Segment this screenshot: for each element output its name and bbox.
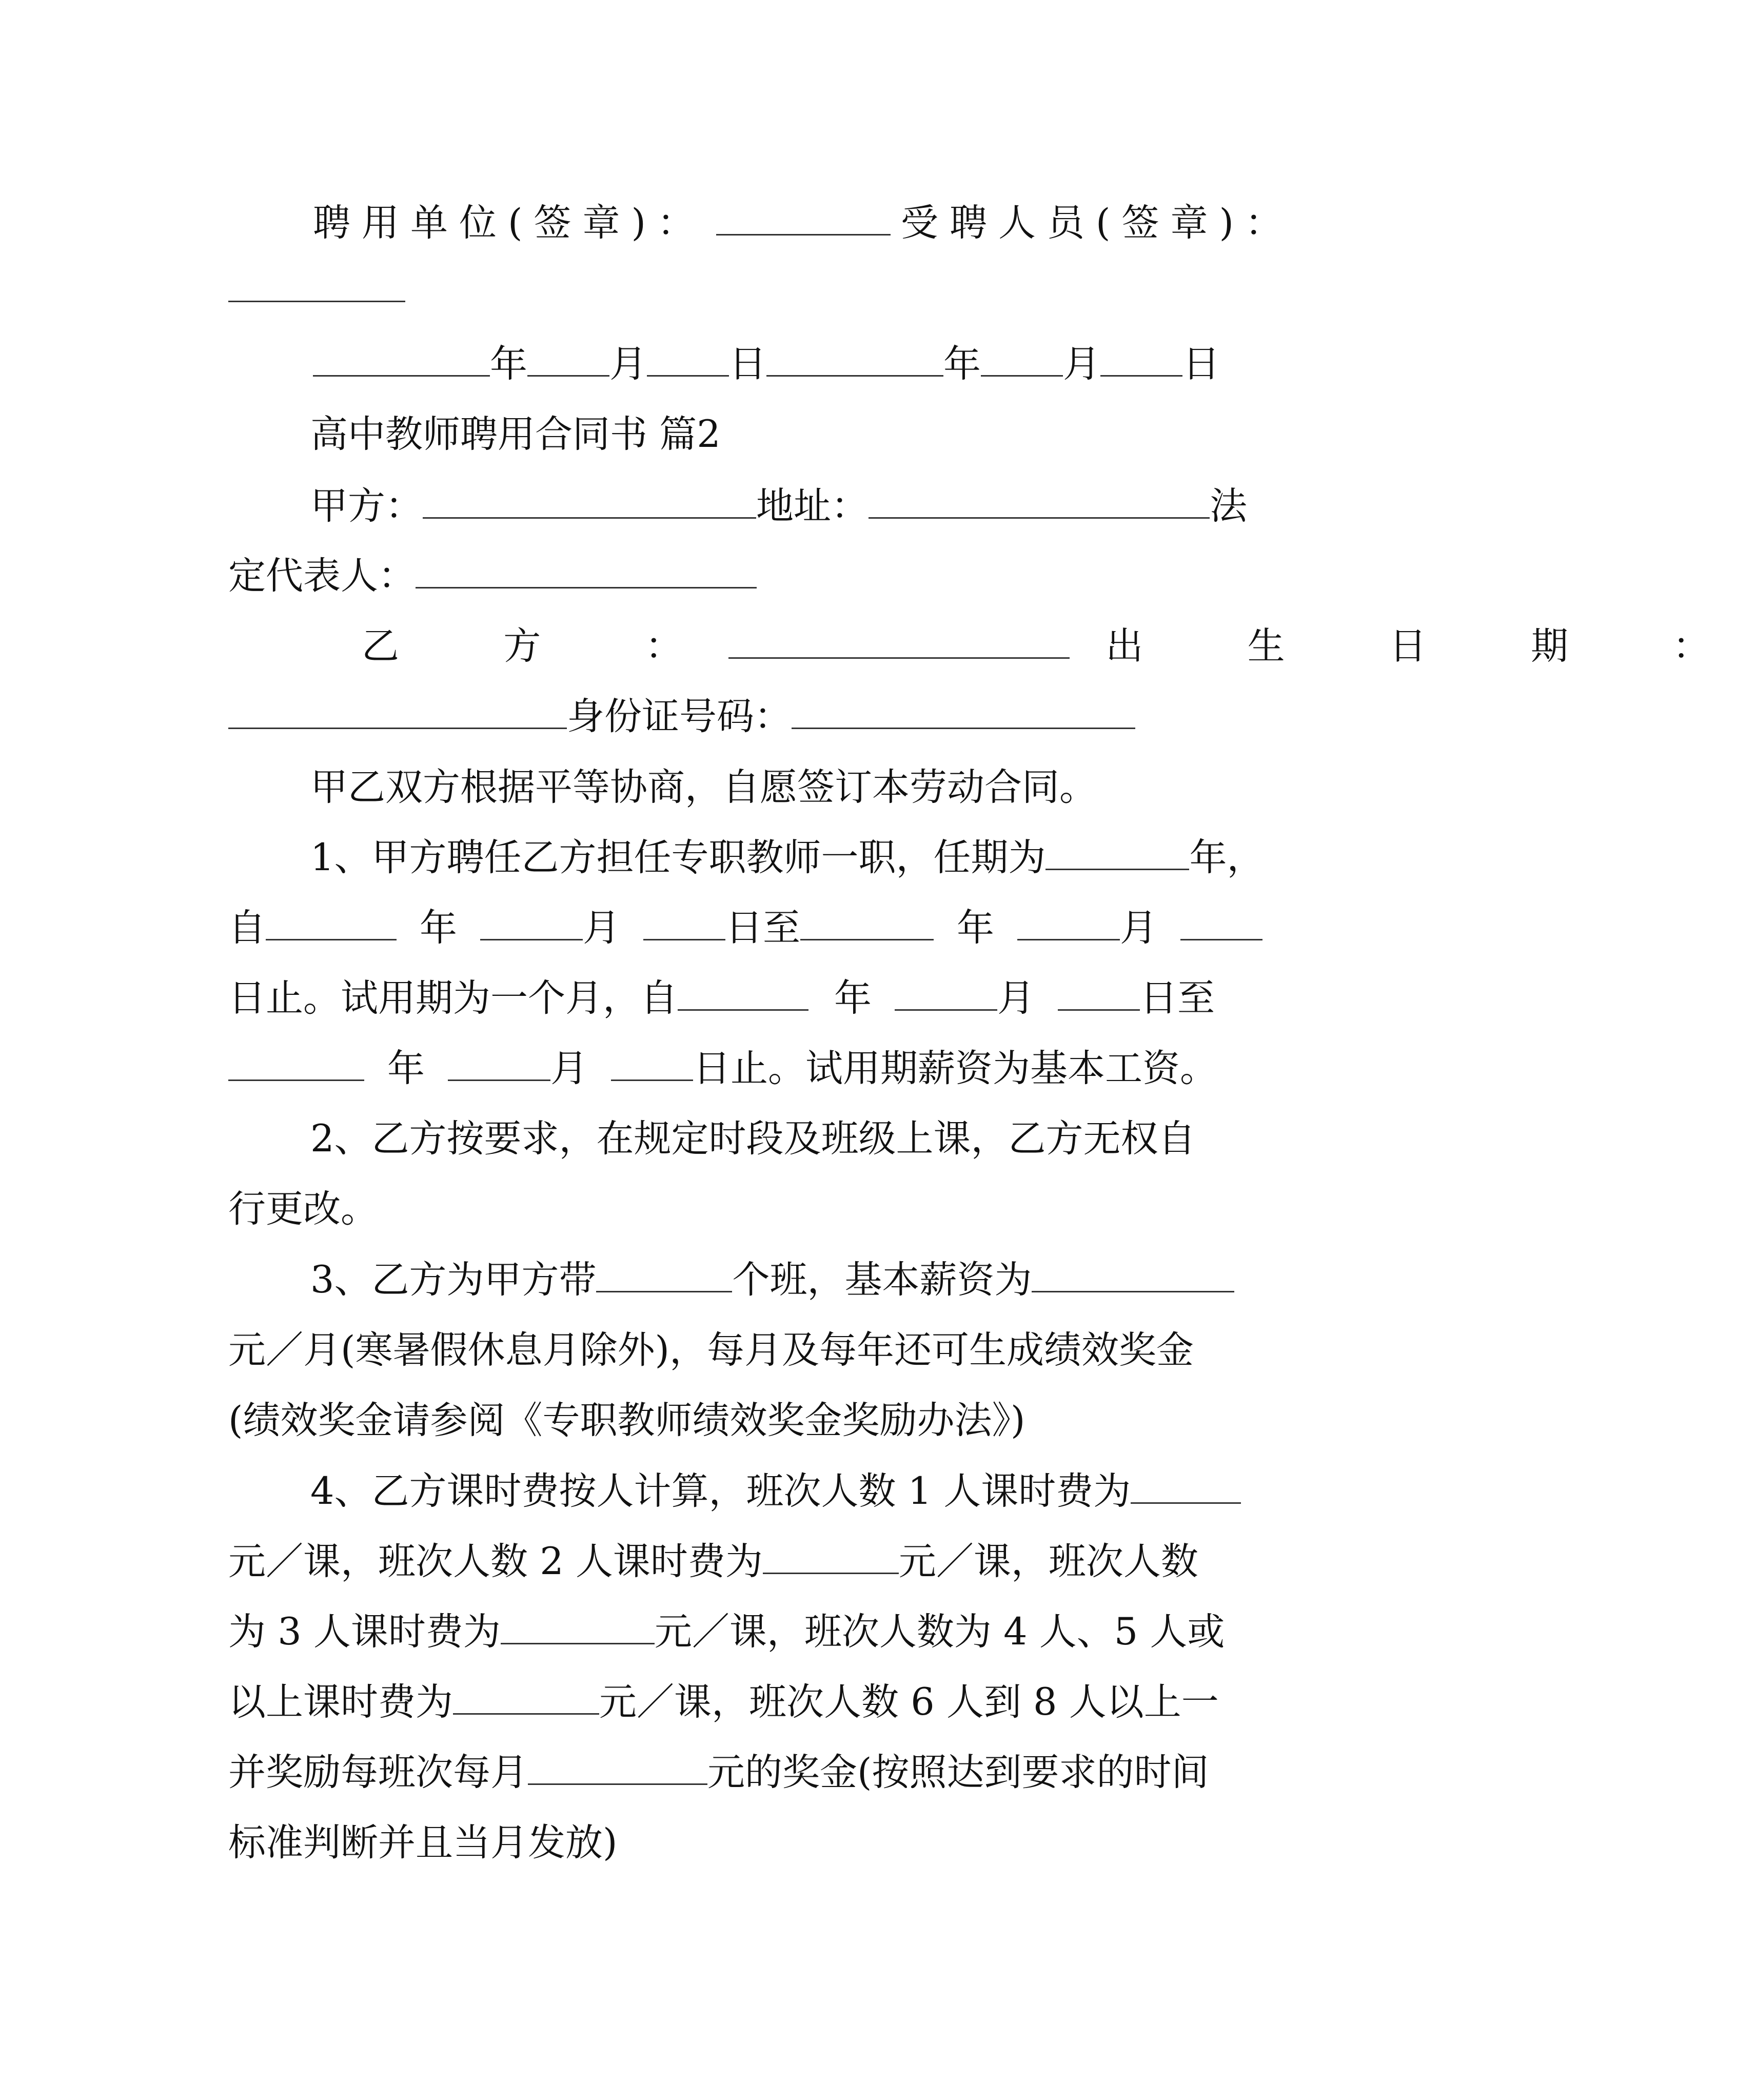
- fee-4-5-person-blank[interactable]: [453, 1680, 599, 1715]
- clause-4-text: 为 3 人课时费为: [228, 1610, 501, 1654]
- trial-end-year-blank[interactable]: [228, 1047, 364, 1081]
- start-month-blank[interactable]: [480, 906, 583, 940]
- clause-4-line-1: [310, 1463, 1347, 1520]
- section-title: 高中教师聘用合同书 篇2: [310, 413, 721, 456]
- clause-4-text: 4、乙方课时费按人计算，班次人数 1 人课时费为: [310, 1469, 1131, 1513]
- date-month-blank-1[interactable]: [527, 342, 609, 377]
- term-years-blank[interactable]: [1045, 836, 1189, 870]
- trial-start-month-blank[interactable]: [895, 976, 997, 1011]
- id-row: [228, 689, 1265, 745]
- clause-4-line-2: [228, 1534, 1265, 1590]
- address-label: 地址：: [756, 484, 869, 528]
- date-year-blank-2[interactable]: [766, 342, 943, 377]
- start-day-blank[interactable]: [643, 906, 725, 940]
- clause-4-text: 元／课，班次人数 6 人到 8 人以上一: [599, 1680, 1219, 1724]
- clause-3-line-3: (绩效奖金请参阅《专职教师绩效奖金奖励办法》): [228, 1399, 1025, 1442]
- legal-rep-blank[interactable]: [416, 554, 757, 588]
- clause-1-text: 月: [997, 976, 1035, 1020]
- end-year-blank[interactable]: [800, 906, 934, 940]
- date-unit: 月: [609, 342, 647, 386]
- intro-paragraph: 甲乙双方根据平等协商，自愿签订本劳动合同。: [310, 766, 1097, 809]
- trial-start-year-blank[interactable]: [678, 976, 808, 1011]
- fee-1-person-blank[interactable]: [1131, 1469, 1241, 1504]
- clause-3-text: 个班，基本薪资为: [732, 1258, 1032, 1302]
- clause-1-text: 日至: [1140, 976, 1215, 1020]
- signature-row: [313, 195, 1294, 251]
- party-b-label: 乙 方 ：: [362, 624, 729, 668]
- clause-1-text: 年: [957, 906, 994, 950]
- party-b-row: [362, 618, 1756, 675]
- date-year-blank-1[interactable]: [313, 342, 490, 377]
- legal-rep-row: [228, 548, 1265, 604]
- party-a-row: [310, 478, 1265, 535]
- class-count-blank[interactable]: [596, 1258, 732, 1292]
- clause-4-line-5: [228, 1744, 1265, 1801]
- clause-1-text: 日至: [725, 906, 800, 950]
- address-blank[interactable]: [869, 484, 1210, 519]
- date-month-blank-2[interactable]: [981, 342, 1063, 377]
- clause-4-text: 并奖励每班次每月: [228, 1751, 528, 1794]
- clause-1-line-1: [310, 830, 1347, 886]
- clause-1-line-2: [228, 900, 1265, 956]
- employer-signature-blank[interactable]: [716, 201, 891, 235]
- clause-2-line-2: 行更改。: [228, 1187, 378, 1231]
- trial-end-month-blank[interactable]: [448, 1047, 550, 1081]
- clause-1-text: 年: [387, 1047, 425, 1090]
- clause-4-text: 元／课，班次人数: [898, 1540, 1198, 1583]
- clause-1-text: 日止。试用期薪资为基本工资。: [693, 1047, 1217, 1090]
- date-unit: 年: [490, 342, 527, 386]
- clause-3-line-2: 元／月(寒暑假休息月除外)，每月及每年还可生成绩效奖金: [228, 1328, 1194, 1372]
- trial-start-day-blank[interactable]: [1058, 976, 1140, 1011]
- end-day-blank[interactable]: [1180, 906, 1262, 940]
- clause-4-text: 元／课，班次人数 2 人课时费为: [228, 1540, 763, 1583]
- clause-4-text: 元／课，班次人数为 4 人、5 人或: [654, 1610, 1225, 1654]
- clause-1-text: 年: [834, 976, 872, 1020]
- clause-4-line-3: [228, 1604, 1265, 1660]
- date-unit: 年: [943, 342, 981, 386]
- start-year-blank[interactable]: [266, 906, 397, 940]
- clause-3-line-1: [310, 1252, 1347, 1308]
- employee-signature-blank[interactable]: [228, 268, 405, 302]
- birth-date-label: 出 生 日 期 ：: [1106, 624, 1756, 668]
- employee-signature-label: 受聘人员(签章)：: [900, 201, 1294, 245]
- base-salary-blank[interactable]: [1032, 1258, 1234, 1292]
- party-b-blank[interactable]: [728, 624, 1070, 659]
- clause-1-text: 日止。试用期为一个月，自: [228, 976, 678, 1020]
- date-unit: 月: [1063, 342, 1100, 386]
- fee-3-person-blank[interactable]: [501, 1610, 655, 1644]
- clause-4-line-6: 标准判断并且当月发放): [228, 1821, 618, 1865]
- clause-2-line-1: 2、乙方按要求，在规定时段及班级上课，乙方无权自: [310, 1117, 1196, 1161]
- clause-1-text: 月: [583, 906, 620, 950]
- clause-1-text: 月: [550, 1047, 588, 1090]
- clause-3-text: 3、乙方为甲方带: [310, 1258, 597, 1302]
- employer-signature-label: 聘用单位(签章)：: [313, 201, 706, 245]
- fee-2-person-blank[interactable]: [763, 1540, 899, 1574]
- date-unit: 日: [1182, 342, 1220, 386]
- legal-rep-prefix: 法: [1210, 484, 1247, 528]
- date-row: [313, 336, 1349, 392]
- clause-4-text: 以上课时费为: [228, 1680, 453, 1724]
- clause-1-text: 年: [420, 906, 457, 950]
- birth-date-blank[interactable]: [228, 695, 567, 729]
- clause-1-line-4: [228, 1041, 1265, 1097]
- party-a-label: 甲方：: [310, 484, 423, 528]
- clause-1-text: 1、甲方聘任乙方担任专职教师一职，任期为: [310, 836, 1046, 879]
- clause-4-line-4: [228, 1674, 1265, 1731]
- monthly-bonus-blank[interactable]: [528, 1751, 707, 1785]
- clause-1-line-3: [228, 970, 1265, 1027]
- clause-1-text: 自: [228, 906, 266, 950]
- clause-1-text: 年，: [1189, 836, 1265, 879]
- id-number-blank[interactable]: [792, 695, 1135, 729]
- date-day-blank-2[interactable]: [1100, 342, 1182, 377]
- date-day-blank-1[interactable]: [647, 342, 729, 377]
- date-unit: 日: [729, 342, 766, 386]
- end-month-blank[interactable]: [1017, 906, 1120, 940]
- party-a-blank[interactable]: [423, 484, 756, 519]
- trial-end-day-blank[interactable]: [611, 1047, 693, 1081]
- signature-row-2: [228, 262, 1265, 318]
- legal-rep-label: 定代表人：: [228, 554, 416, 598]
- clause-1-text: 月: [1120, 906, 1157, 950]
- id-number-label: 身份证号码：: [567, 695, 792, 738]
- clause-4-text: 元的奖金(按照达到要求的时间: [707, 1751, 1209, 1794]
